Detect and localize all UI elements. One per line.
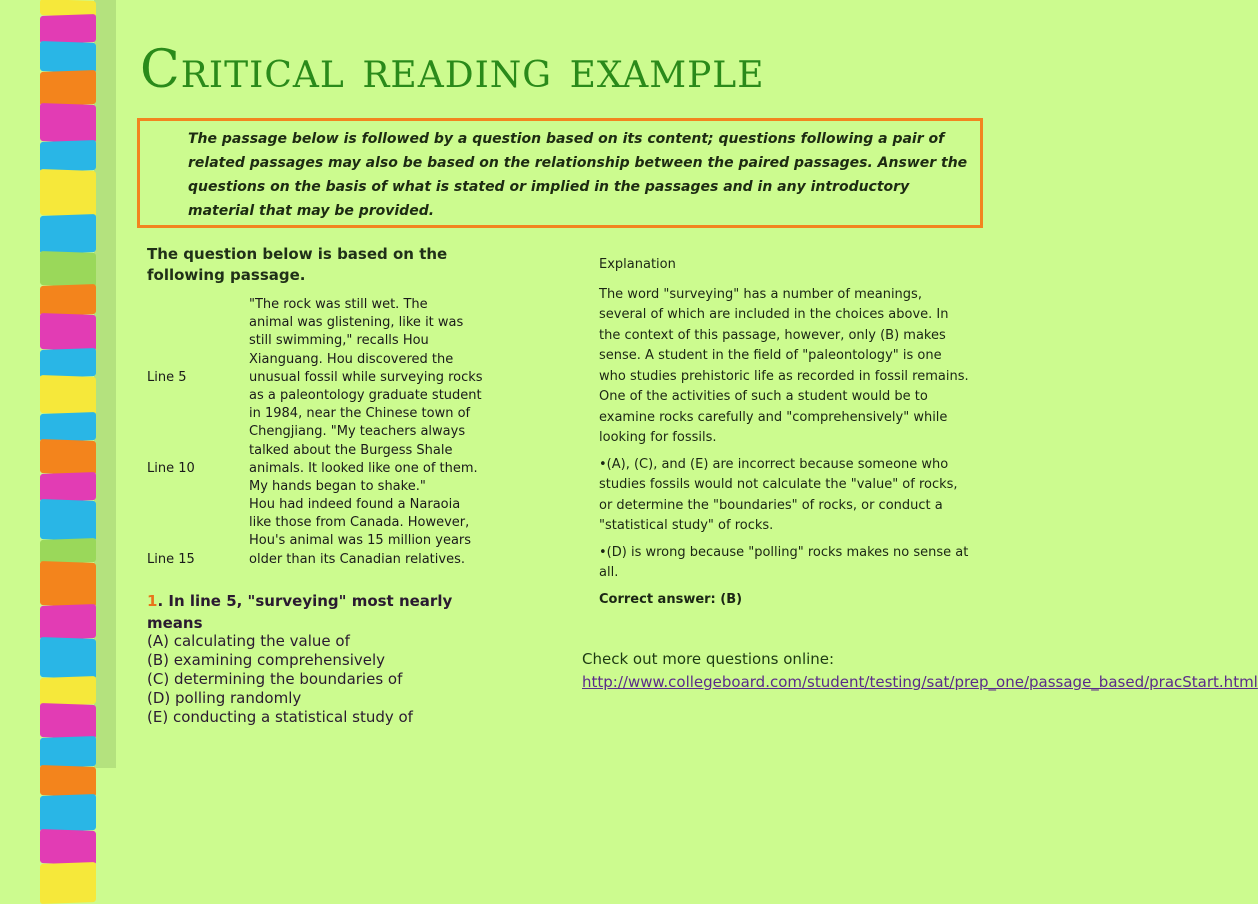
passage-text: still swimming," recalls Hou xyxy=(249,333,429,349)
stripe-band xyxy=(40,375,96,415)
stripe-band xyxy=(40,70,96,106)
explanation-heading: Explanation xyxy=(599,257,676,272)
stripe-band xyxy=(40,251,96,287)
explanation-panel xyxy=(599,255,969,610)
line-number: Line 15 xyxy=(147,551,195,567)
explanation-paragraph: •(D) is wrong because "polling" rocks makes no sense at all. xyxy=(599,544,969,580)
passage-text: older than its Canadian relatives. xyxy=(249,551,465,567)
passage-text: like those from Canada. However, xyxy=(249,515,470,531)
passage-line xyxy=(147,423,507,441)
question-text: . In line 5, "surveying" most nearly means xyxy=(147,592,453,632)
passage-line xyxy=(147,514,507,532)
decorative-stripe-bar xyxy=(40,0,96,768)
instructions-text: The passage below is followed by a question based on its content; questions following a pair of related passages may also be based on the relationship between the paired passages. Answer the questions on the basis of what is stated or implied in the passages and in any introductory material that may be provided. xyxy=(188,131,968,219)
stripe-band xyxy=(40,736,96,768)
stripe-band xyxy=(40,41,96,73)
passage-text: talked about the Burgess Shale xyxy=(249,442,453,458)
stripe-band xyxy=(40,794,96,832)
stripe-band xyxy=(40,604,96,640)
passage-line xyxy=(147,296,507,314)
question-number: 1 xyxy=(147,592,158,610)
stripe-band xyxy=(40,214,96,254)
question-prompt xyxy=(147,590,487,634)
stripe-band xyxy=(40,538,96,564)
stripe-band xyxy=(40,284,96,316)
passage-text: Xianguang. Hou discovered the xyxy=(249,351,454,367)
passage-line xyxy=(147,442,507,460)
stripe-band xyxy=(40,676,96,706)
left-strip-shadow xyxy=(94,0,116,768)
explanation-paragraph: The word "surveying" has a number of meanings, several of which are included in the choices above. In the context of this passage, however, only (B) makes sense. A student in the field of "paleontology" is one who studies prehistoric life as recorded in fossil remains. One of the activities of such a student would be to examine rocks carefully and "comprehensively" while looking for fossils. xyxy=(599,286,969,445)
passage-text: Hou had indeed found a Naraoia xyxy=(249,497,461,513)
question-heading: The question below is based on the following passage. xyxy=(147,245,448,284)
stripe-band xyxy=(40,862,96,904)
passage-line xyxy=(147,314,507,332)
answer-choice: (B) examining comprehensively xyxy=(147,651,386,669)
passage-text: in 1984, near the Chinese town of xyxy=(249,406,471,422)
passage-text: "The rock was still wet. The xyxy=(249,297,428,312)
stripe-band xyxy=(40,412,96,442)
passage-line xyxy=(147,387,507,405)
answer-choices xyxy=(147,632,507,727)
slide-title: Critical reading example xyxy=(140,40,765,100)
passage-text: Hou's animal was 15 million years xyxy=(249,533,472,549)
answer-choice: (C) determining the boundaries of xyxy=(147,670,403,688)
passage-text: animals. It looked like one of them. xyxy=(249,460,478,476)
stripe-band xyxy=(40,561,96,607)
online-text: Check out more questions online: xyxy=(582,650,835,668)
instructions-box xyxy=(137,118,983,228)
line-number: Line 5 xyxy=(147,369,187,385)
reading-passage xyxy=(147,296,507,569)
stripe-band xyxy=(40,14,96,44)
stripe-band xyxy=(40,637,96,679)
correct-answer: Correct answer: (B) xyxy=(599,591,743,607)
passage-line xyxy=(147,369,507,387)
passage-line xyxy=(147,460,507,478)
passage-line xyxy=(147,551,507,569)
answer-choice: (D) polling randomly xyxy=(147,689,302,707)
stripe-band xyxy=(40,703,96,739)
explanation-paragraph: •(A), (C), and (E) are incorrect because someone who studies fossils would not calculate the "value" of rocks, or determine the "boundaries" of rocks, or conduct a "statistical study" of rocks. xyxy=(599,456,958,533)
answer-choice: (E) conducting a statistical study of xyxy=(147,708,413,726)
stripe-band xyxy=(40,313,96,351)
passage-text: as a paleontology graduate student xyxy=(249,387,482,403)
passage-line xyxy=(147,478,507,496)
stripe-band xyxy=(40,439,96,475)
stripe-band xyxy=(40,103,96,143)
passage-text: My hands began to shake." xyxy=(249,478,426,494)
explanation-body xyxy=(599,285,969,584)
collegeboard-link[interactable]: http://www.collegeboard.com/student/testing/sat/prep_one/passage_based/pracStart.html xyxy=(582,673,1258,691)
stripe-band xyxy=(40,829,96,865)
passage-text: unusual fossil while surveying rocks xyxy=(249,369,483,385)
stripe-band xyxy=(40,140,96,172)
passage-text: animal was glistening, like it was xyxy=(249,315,464,331)
stripe-band xyxy=(40,472,96,502)
answer-choice: (A) calculating the value of xyxy=(147,632,350,650)
passage-line xyxy=(147,496,507,514)
line-number: Line 10 xyxy=(147,460,195,476)
stripe-band xyxy=(40,499,96,541)
passage-text: Chengjiang. "My teachers always xyxy=(249,424,466,440)
passage-line xyxy=(147,405,507,423)
stripe-band xyxy=(40,765,96,797)
passage-line xyxy=(147,532,507,550)
online-resources xyxy=(582,648,1258,694)
stripe-band xyxy=(40,348,96,378)
passage-line xyxy=(147,332,507,350)
stripe-band xyxy=(40,169,96,217)
passage-line xyxy=(147,351,507,369)
